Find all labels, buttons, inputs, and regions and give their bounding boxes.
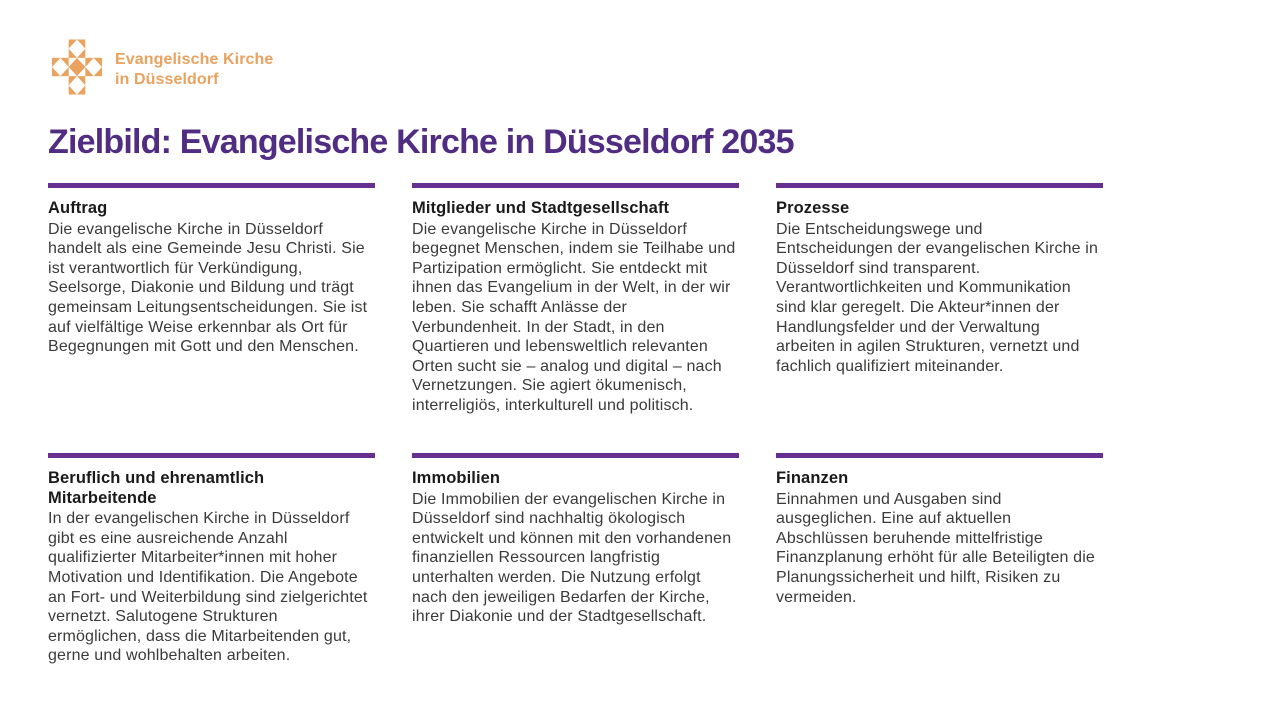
section-heading: Finanzen	[776, 469, 849, 487]
logo-wordmark-line1: Evangelische Kirche	[115, 51, 274, 68]
section-body: Die Entscheidungswege und Entscheidungen der evangelischen Kirche in Düsseldorf sind transparent. Verantwortlichkeiten und Kommunikation sind klar geregelt. Die Akteur*innen der Handlungsfelder und der Verwaltung arbeiten in agilen Strukturen, vernetzt und fachlich qualifiziert miteinander.	[776, 220, 1099, 375]
section-body: Einnahmen und Ausgaben sind ausgeglichen. Eine auf aktuellen Abschlüssen beruhende mittelfristige Finanzplanung erhöht für alle Beteiligten die Planungssicherheit und hilft, Risiken zu vermeiden.	[776, 490, 1095, 606]
logo-wordmark-line2: in Düsseldorf	[115, 71, 219, 88]
logo-wordmark	[115, 39, 273, 90]
section-finanzen	[776, 453, 1103, 607]
section-divider	[776, 453, 1103, 458]
section-body: In der evangelischen Kirche in Düsseldorf gibt es eine ausreichende Anzahl qualifizierter Mitarbeiter*innen mit hoher Motivation und Identifikation. Die Angebote an Fort- und Weiterbildung sind zielgerichtet vernetzt. Salutogene Strukturen ermöglichen, dass die Mitarbeitenden gut, gerne und wohlbehalten arbeiten.	[48, 510, 368, 665]
section-mitarbeitende	[48, 453, 375, 666]
section-body: Die Immobilien der evangelischen Kirche in Düsseldorf sind nachhaltig ökologisch entwickelt und können mit den vorhandenen finanziellen Ressourcen langfristig unterhalten werden. Die Nutzung erfolgt nach den jeweiligen Bedarfen der Kirche, ihrer Diakonie und der Stadtgesellschaft.	[412, 490, 732, 626]
logo-cross-icon	[52, 39, 102, 95]
section-heading: Auftrag	[48, 199, 108, 217]
section-body: Die evangelische Kirche in Düsseldorf handelt als eine Gemeinde Jesu Christi. Sie ist verantwortlich für Verkündigung, Seelsorge, Diakonie und Bildung und trägt gemeinsam Leitungsentscheidungen. Sie ist auf vielfältige Weise erkennbar als Ort für Begegnungen mit Gott und den Menschen.	[48, 220, 368, 356]
section-divider	[412, 453, 739, 458]
section-heading: Beruflich und ehrenamtlich Mitarbeitende	[48, 469, 265, 507]
section-heading: Immobilien	[412, 469, 501, 487]
section-divider	[48, 453, 375, 458]
section-divider	[776, 183, 1103, 188]
section-heading: Prozesse	[776, 199, 850, 217]
section-prozesse	[776, 183, 1103, 376]
section-mitglieder-und-stadtgesellschaft	[412, 183, 739, 416]
section-auftrag	[48, 183, 375, 357]
section-heading: Mitglieder und Stadtgesellschaft	[412, 199, 670, 217]
section-divider	[48, 183, 375, 188]
page-title: Zielbild: Evangelische Kirche in Düsseldorf 2035	[48, 123, 794, 161]
logo	[52, 39, 273, 95]
section-divider	[412, 183, 739, 188]
section-immobilien	[412, 453, 739, 627]
section-body: Die evangelische Kirche in Düsseldorf begegnet Menschen, indem sie Teilhabe und Partizipation ermöglicht. Sie entdeckt mit ihnen das Evangelium in der Welt, in der wir leben. Sie schafft Anlässe der Verbundenheit. In der Stadt, in den Quartieren und lebensweltlich relevanten Orten sucht sie – analog und digital – nach Vernetzungen. Sie agiert ökumenisch, interreligiös, interkulturell und politisch.	[412, 220, 736, 414]
